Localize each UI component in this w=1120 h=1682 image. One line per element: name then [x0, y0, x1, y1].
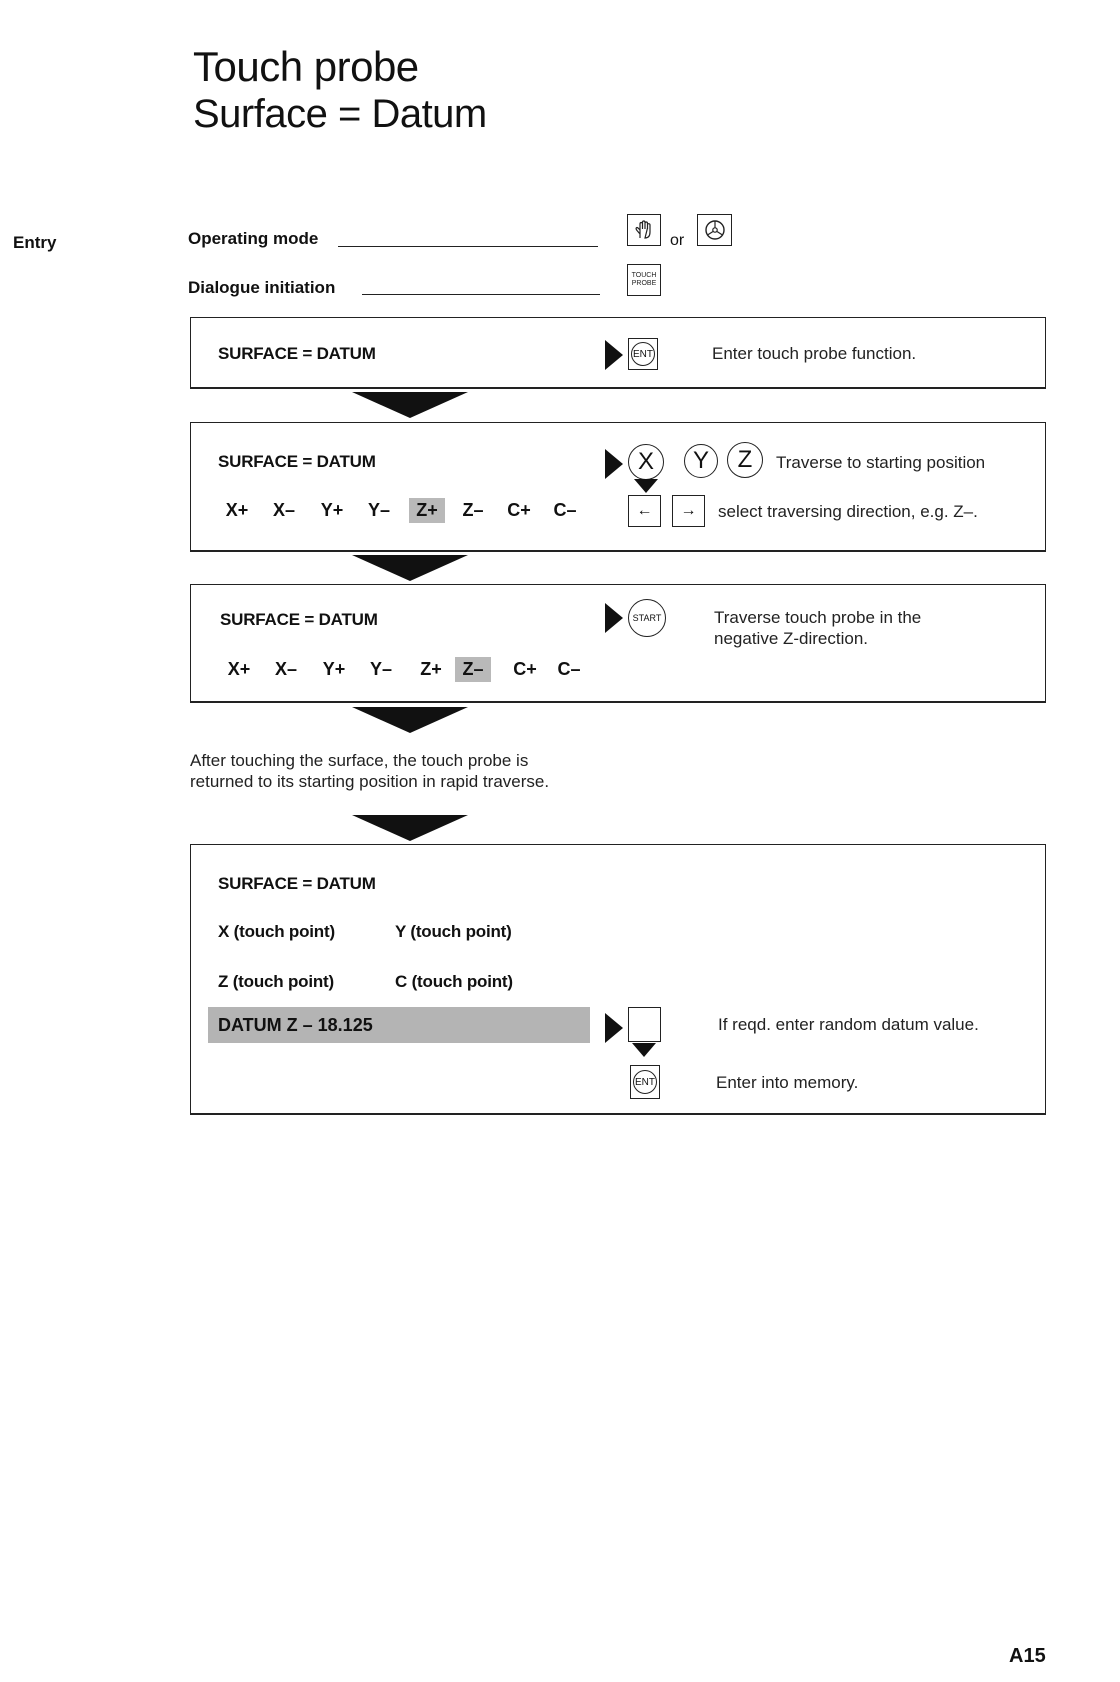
operating-mode-label: Operating mode — [188, 229, 319, 248]
axis-key-y[interactable]: Y — [684, 444, 718, 478]
softkey-x-minus[interactable]: X– — [274, 659, 298, 679]
arrow-right-icon — [605, 449, 623, 479]
dialogue-initiation-label: Dialogue initiation — [188, 278, 336, 297]
arrow-right-key[interactable]: → — [672, 495, 705, 527]
softkey-row — [215, 657, 589, 682]
arrow-right-icon — [605, 603, 623, 633]
step-description-2: Enter into memory. — [716, 1073, 859, 1092]
touch-point-x: X (touch point) — [218, 922, 335, 941]
leader-line — [362, 294, 600, 295]
softkey-x-plus[interactable]: X+ — [225, 500, 249, 520]
handwheel-mode-key[interactable] — [697, 214, 732, 246]
note-line: returned to its starting position in rapid traverse. — [190, 772, 550, 791]
dialog-text: SURFACE = DATUM — [218, 874, 376, 893]
ent-key-label: ENT — [633, 1070, 657, 1094]
softkey-x-plus[interactable]: X+ — [227, 659, 251, 679]
dialog-text: SURFACE = DATUM — [218, 344, 376, 363]
softkey-y-plus[interactable]: Y+ — [320, 500, 344, 520]
arrow-down-icon — [634, 479, 658, 493]
page-subtitle: Surface = Datum — [193, 92, 487, 136]
value-input-key[interactable] — [628, 1007, 661, 1042]
softkey-c-minus[interactable]: C– — [557, 659, 581, 679]
leader-line — [338, 246, 598, 247]
hand-icon — [635, 220, 653, 240]
datum-value-field[interactable]: DATUM Z – 18.125 — [208, 1007, 590, 1043]
dialog-step-1 — [190, 317, 1046, 389]
step-description-line: negative Z-direction. — [714, 629, 869, 648]
step-description: Traverse to starting position — [776, 453, 986, 472]
softkey-c-minus[interactable]: C– — [553, 500, 577, 520]
softkey-z-minus[interactable]: Z– — [455, 657, 491, 682]
arrow-right-icon — [605, 1013, 623, 1043]
touch-point-y: Y (touch point) — [395, 922, 512, 941]
section-label-entry: Entry — [13, 233, 57, 252]
handwheel-icon — [704, 219, 726, 241]
dialog-step-2 — [190, 422, 1046, 552]
ent-key[interactable] — [630, 1065, 660, 1099]
flow-arrow-down-icon — [352, 815, 468, 841]
softkey-z-minus[interactable]: Z– — [462, 500, 484, 520]
start-key[interactable]: START — [628, 599, 666, 637]
step-description-line: Traverse touch probe in the — [714, 608, 922, 627]
step-description: Enter touch probe function. — [712, 344, 917, 363]
softkey-y-minus[interactable]: Y– — [369, 659, 393, 679]
softkey-c-plus[interactable]: C+ — [513, 659, 537, 679]
arrow-right-icon — [605, 340, 623, 370]
step-description-2: select traversing direction, e.g. Z–. — [718, 502, 978, 521]
axis-key-z[interactable]: Z — [727, 442, 763, 478]
softkey-c-plus[interactable]: C+ — [507, 500, 531, 520]
touch-point-z: Z (touch point) — [218, 972, 334, 991]
softkey-row — [213, 498, 585, 523]
process-note — [190, 750, 549, 792]
or-text: or — [670, 232, 685, 249]
dialog-step-4 — [190, 844, 1046, 1115]
softkey-z-plus[interactable]: Z+ — [409, 498, 445, 523]
step-description — [714, 607, 921, 649]
ent-key-label: ENT — [631, 342, 655, 366]
dialog-text: SURFACE = DATUM — [220, 610, 378, 629]
softkey-z-plus[interactable]: Z+ — [420, 659, 442, 679]
touch-probe-key-label: PROBE — [631, 280, 657, 287]
softkey-y-minus[interactable]: Y– — [367, 500, 391, 520]
note-line: After touching the surface, the touch probe is — [190, 751, 529, 770]
arrow-down-icon — [632, 1043, 656, 1057]
touch-probe-key-label: TOUCH — [631, 272, 657, 279]
step-description: If reqd. enter random datum value. — [718, 1015, 979, 1034]
flow-arrow-down-icon — [352, 392, 468, 418]
dialog-text: SURFACE = DATUM — [218, 452, 376, 471]
arrow-left-key[interactable]: ← — [628, 495, 661, 527]
manual-mode-key[interactable] — [627, 214, 661, 246]
page-title: Touch probe — [193, 43, 419, 90]
dialog-step-3 — [190, 584, 1046, 703]
softkey-y-plus[interactable]: Y+ — [322, 659, 346, 679]
axis-key-x[interactable]: X — [628, 444, 664, 480]
flow-arrow-down-icon — [352, 707, 468, 733]
page-number: A15 — [1009, 1645, 1046, 1667]
flow-arrow-down-icon — [352, 555, 468, 581]
softkey-x-minus[interactable]: X– — [272, 500, 296, 520]
touch-probe-key[interactable] — [627, 264, 661, 296]
touch-point-c: C (touch point) — [395, 972, 513, 991]
ent-key[interactable] — [628, 338, 658, 370]
